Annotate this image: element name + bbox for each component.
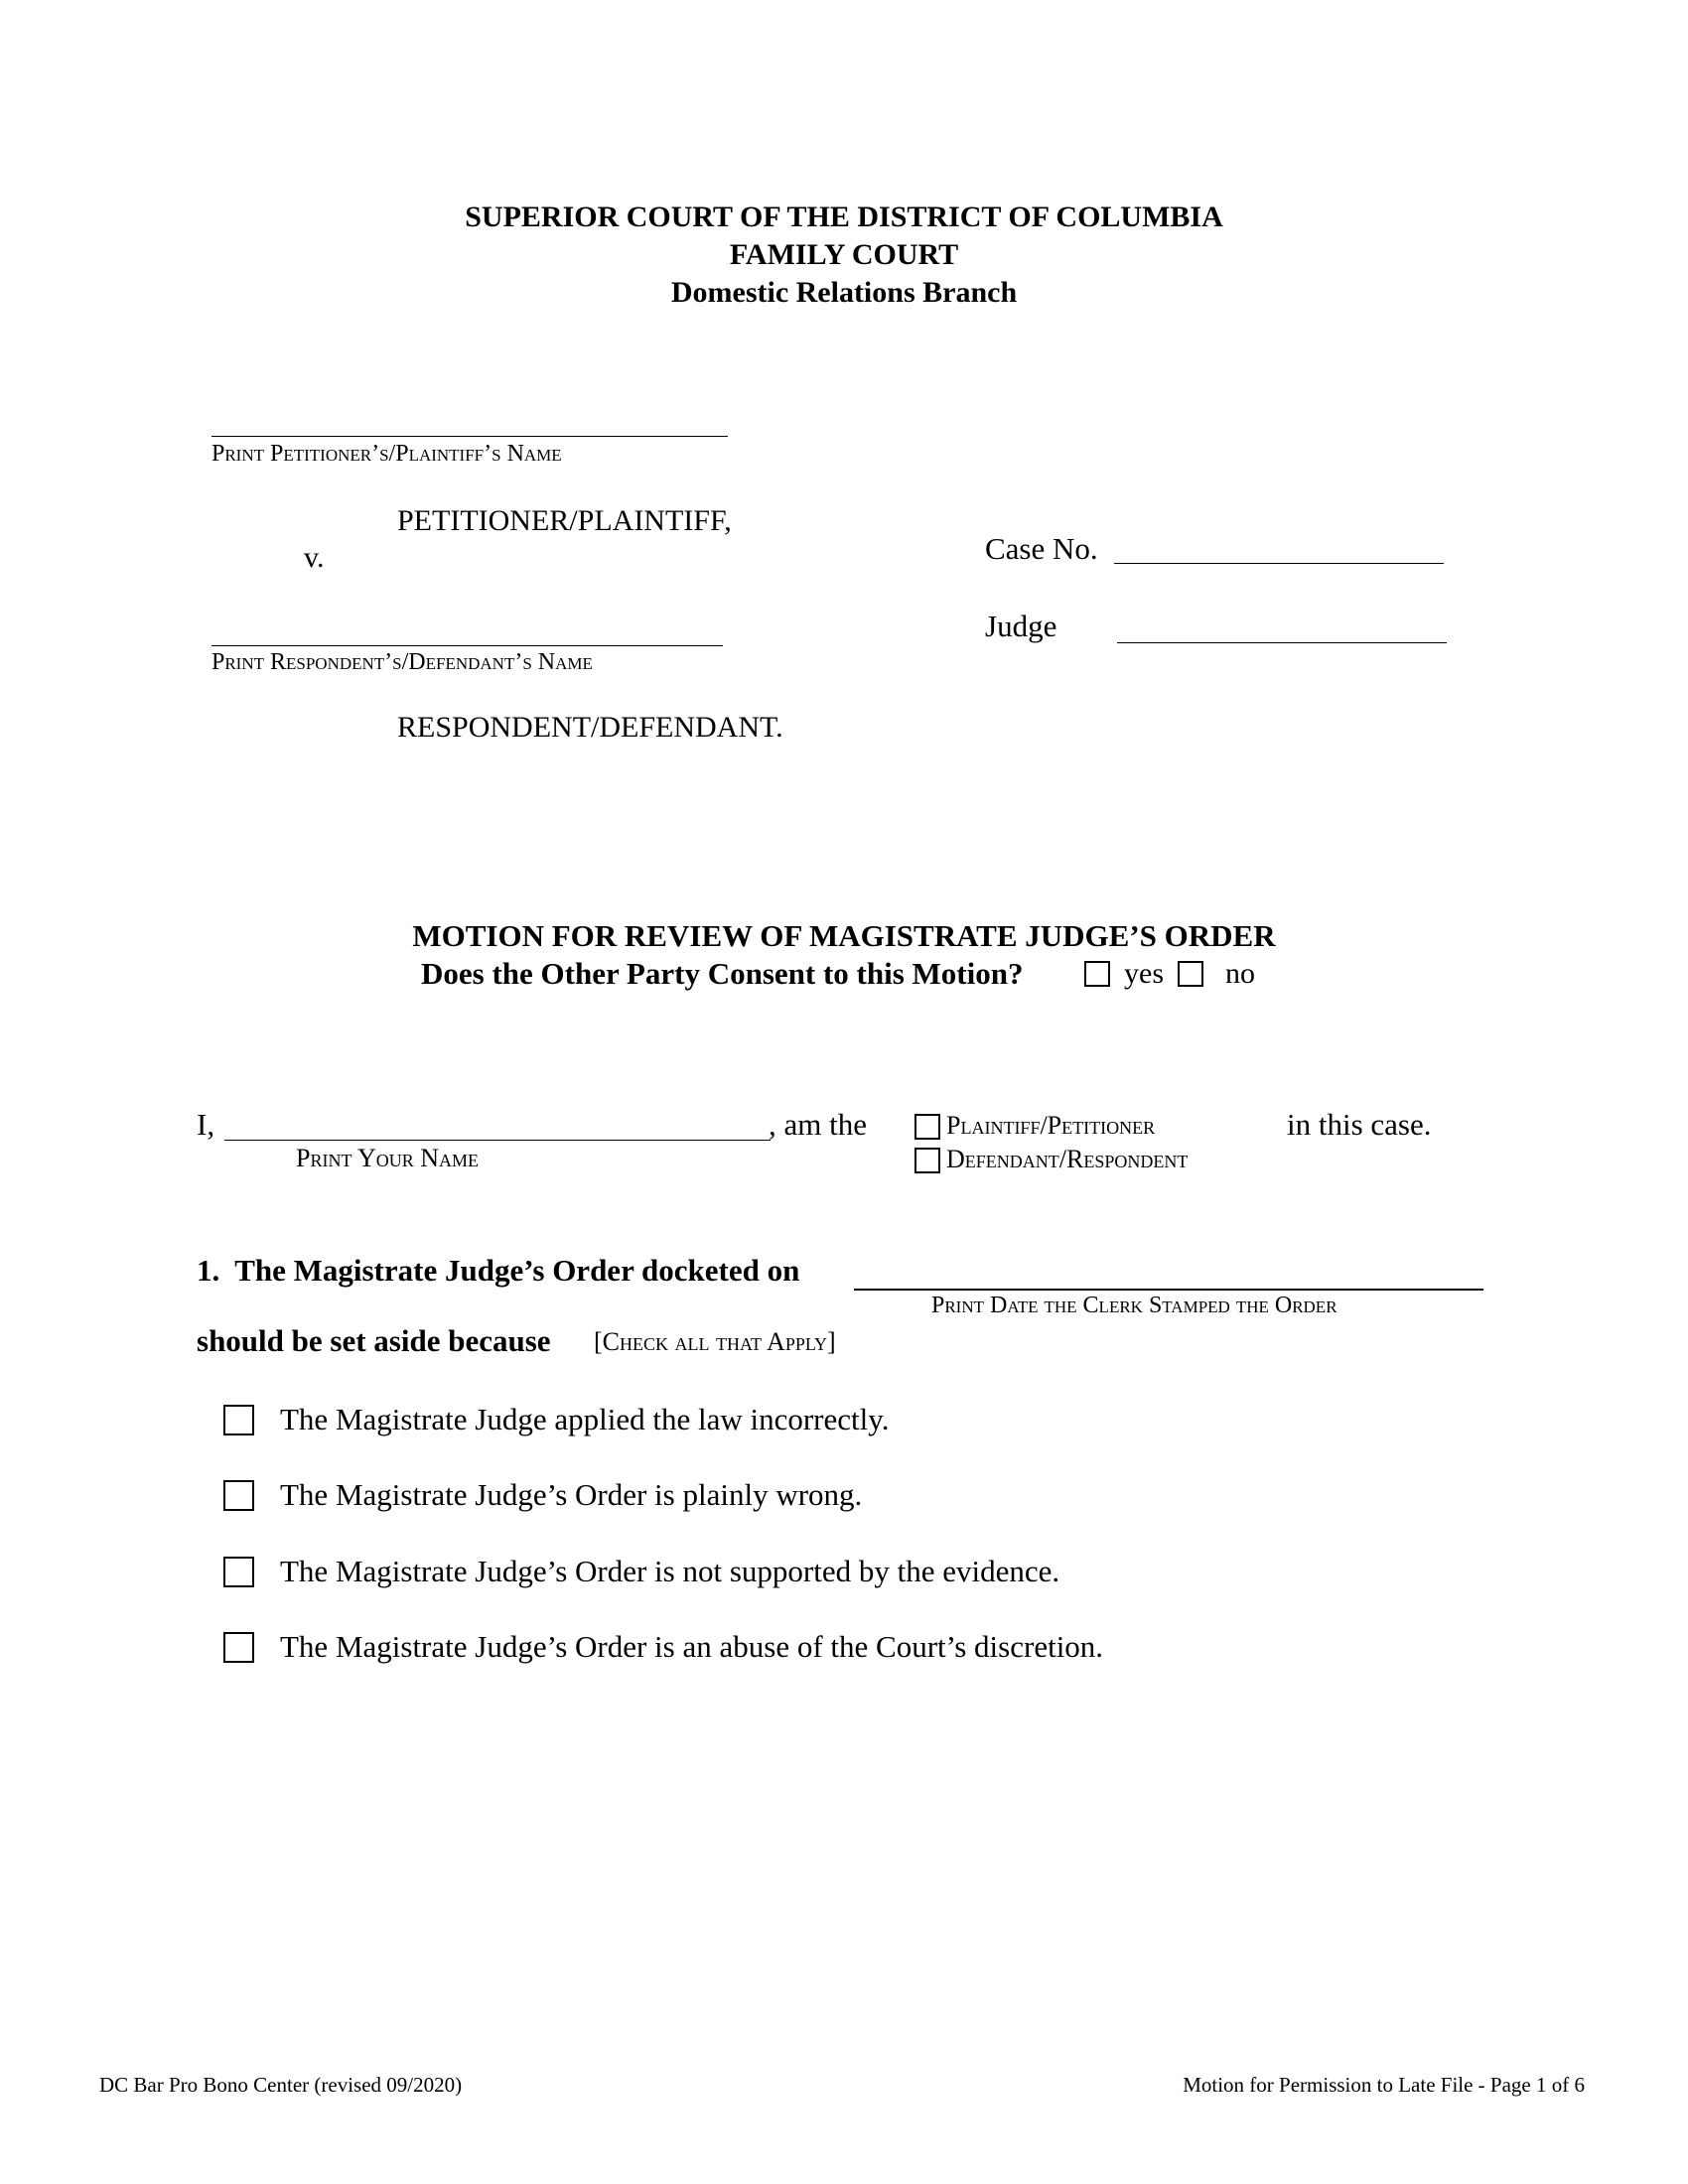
court-title: SUPERIOR COURT OF THE DISTRICT OF COLUMBIA [465,201,1223,233]
footer-left: DC Bar Pro Bono Center (revised 09/2020) [99,2073,463,2097]
respondent-name-line[interactable] [211,645,723,646]
reason-2-checkbox[interactable] [223,1480,254,1511]
reason-2-text: The Magistrate Judge’s Order is plainly wrong. [280,1477,863,1512]
docket-date-line[interactable] [854,1289,1483,1291]
section1-lead: 1. The Magistrate Judge’s Order docketed on [197,1253,800,1288]
court-division: FAMILY COURT [729,238,959,271]
petitioner-role: PETITIONER/PLAINTIFF, [397,504,732,537]
your-name-label: Print Your Name [296,1144,480,1172]
your-name-line[interactable] [224,1140,771,1141]
docket-date-label: Print Date the Clerk Stamped the Order [931,1293,1337,1318]
reason-3-text: The Magistrate Judge’s Order is not supported by the evidence. [280,1554,1060,1588]
footer-right: Motion for Permission to Late File - Page 1 of 6 [1183,2073,1585,2097]
check-all-note: [Check all that Apply] [594,1327,836,1356]
reason-1-text: The Magistrate Judge applied the law incorrectly. [280,1402,890,1436]
plaintiff-checkbox[interactable] [914,1114,940,1140]
identity-prefix: I, [197,1107,215,1142]
identity-am-the: , am the [769,1107,867,1142]
plaintiff-option-label: Plaintiff/Petitioner [946,1111,1156,1140]
reason-3-checkbox[interactable] [223,1557,254,1587]
petitioner-name-label: Print Petitioner’s/Plaintiff’s Name [211,441,562,467]
consent-yes-checkbox[interactable] [1084,961,1110,987]
case-no-label: Case No. [985,531,1098,566]
defendant-checkbox[interactable] [914,1148,940,1173]
set-aside-text: should be set aside because [197,1323,551,1358]
respondent-role: RESPONDENT/DEFENDANT. [397,711,783,744]
reason-4-text: The Magistrate Judge’s Order is an abuse of the Court’s discretion. [280,1629,1104,1664]
defendant-option-label: Defendant/Respondent [946,1145,1189,1173]
judge-line[interactable] [1117,642,1447,643]
motion-title: MOTION FOR REVIEW OF MAGISTRATE JUDGE’S ORDER [412,918,1276,953]
case-no-line[interactable] [1114,563,1444,564]
consent-no-checkbox[interactable] [1178,961,1203,987]
judge-label: Judge [985,609,1057,643]
consent-no-label: no [1225,957,1255,990]
consent-yes-label: yes [1124,957,1164,990]
identity-suffix: in this case. [1287,1107,1432,1142]
petitioner-name-line[interactable] [211,436,728,437]
respondent-name-label: Print Respondent’s/Defendant’s Name [211,649,593,675]
versus: v. [304,541,325,574]
reason-4-checkbox[interactable] [223,1632,254,1663]
reason-1-checkbox[interactable] [223,1405,254,1435]
court-branch: Domestic Relations Branch [670,276,1018,309]
consent-question: Does the Other Party Consent to this Motion? [421,956,1024,991]
